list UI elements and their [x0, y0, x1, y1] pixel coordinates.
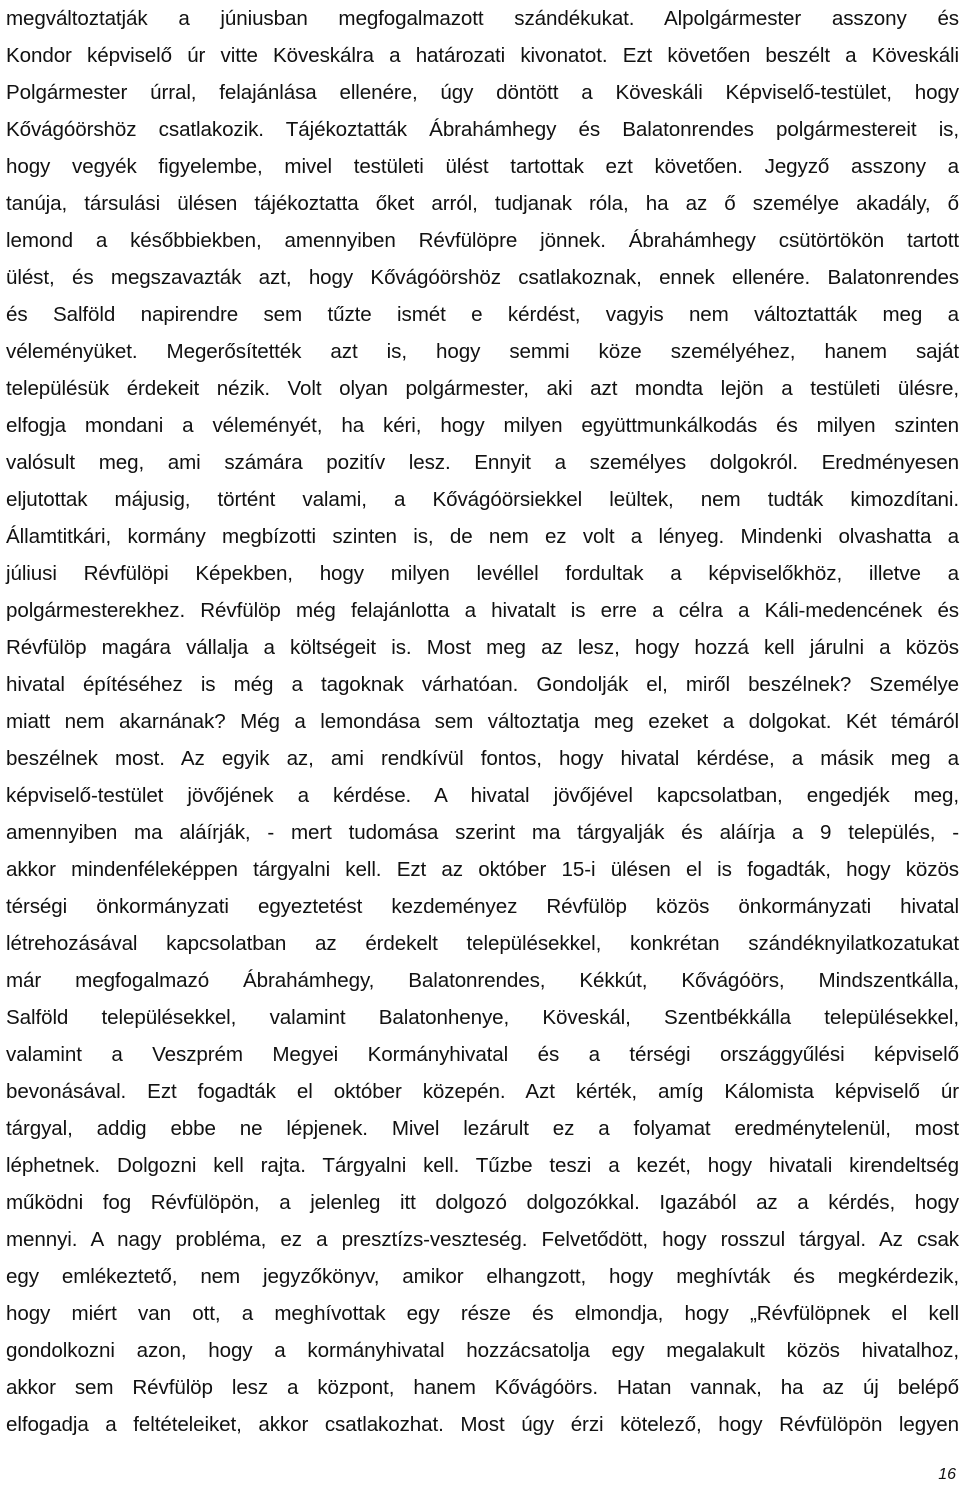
text-line: lemond a későbbiekben, amennyiben Révfülöpre jönnek. Ábrahámhegy csütörtökön tartott: [6, 229, 959, 252]
text-line: amennyiben ma aláírják, - mert tudomása szerint ma tárgyalják és aláírja a 9 település, -: [6, 821, 959, 844]
text-line: léphetnek. Dolgozni kell rajta. Tárgyalni kell. Tűzbe teszi a kezét, hogy hivatali kirendeltség: [6, 1154, 959, 1177]
text-line: elfogja mondani a véleményét, ha kéri, hogy milyen együttmunkálkodás és milyen szinten: [6, 414, 959, 437]
text-line: valósult meg, ami számára pozitív lesz. Ennyit a személyes dolgokról. Eredményesen: [6, 451, 959, 474]
text-line: hogy vegyék figyelembe, mivel testületi ülést tartottak ezt követően. Jegyző asszony a: [6, 155, 959, 178]
text-line: tanúja, társulási ülésen tájékoztatta őket arról, tudjanak róla, ha az ő személye akadály, ő: [6, 192, 959, 215]
text-line: Salföld településekkel, valamint Balatonhenye, Köveskál, Szentbékkálla településekkel,: [6, 1006, 959, 1029]
text-line: polgármesterekhez. Révfülöp még felajánlotta a hivatalt is erre a célra a Káli-medencének és: [6, 599, 959, 622]
text-line: működni fog Révfülöpön, a jelenleg itt dolgozó dolgozókkal. Igazából az a kérdés, hogy: [6, 1191, 959, 1214]
document-page: [6, 0, 959, 1443]
text-line: ülést, és megszavazták azt, hogy Kővágóörshöz csatlakoznak, ennek ellenére. Balatonrendes: [6, 266, 959, 289]
text-line: eljutottak májusig, történt valami, a Kővágóörsiekkel leültek, nem tudták kimozdítani.: [6, 488, 959, 511]
text-line: létrehozásával kapcsolatban az érdekelt településekkel, konkrétan szándéknyilatkozatukat: [6, 932, 959, 955]
text-line: képviselő-testület jövőjének a kérdése. A hivatal jövőjével kapcsolatban, engedjék meg,: [6, 784, 959, 807]
text-line: véleményüket. Megerősítették azt is, hogy semmi köze személyéhez, hanem saját: [6, 340, 959, 363]
text-line: Kondor képviselő úr vitte Köveskálra a határozati kivonatot. Ezt követően beszélt a Köveskáli: [6, 44, 959, 67]
text-line: egy emlékeztető, nem jegyzőkönyv, amikor elhangzott, hogy meghívták és megkérdezik,: [6, 1265, 959, 1288]
text-line: tárgyal, addig ebbe ne lépjenek. Mivel lezárult ez a folyamat eredménytelenül, most: [6, 1117, 959, 1140]
body-paragraph: [6, 0, 959, 1443]
text-line: miatt nem akarnának? Még a lemondása sem változtatja meg ezeket a dolgokat. Két témáról: [6, 710, 959, 733]
text-line: bevonásával. Ezt fogadták el október közepén. Azt kérték, amíg Kálomista képviselő úr: [6, 1080, 959, 1103]
text-line: Kővágóörshöz csatlakozik. Tájékoztatták Ábrahámhegy és Balatonrendes polgármestereit is,: [6, 118, 959, 141]
text-line: valamint a Veszprém Megyei Kormányhivatal és a térségi országgyűlési képviselő: [6, 1043, 959, 1066]
text-line: júliusi Révfülöpi Képekben, hogy milyen levéllel fordultak a képviselőkhöz, illetve a: [6, 562, 959, 585]
text-line: Révfülöp magára vállalja a költségeit is. Most meg az lesz, hogy hozzá kell járulni a közös: [6, 636, 959, 659]
text-line: és Salföld napirendre sem tűzte ismét e kérdést, vagyis nem változtatták meg a: [6, 303, 959, 326]
text-line: Polgármester úrral, felajánlása ellenére, úgy döntött a Köveskáli Képviselő-testület, hogy: [6, 81, 959, 104]
text-line: akkor mindenféleképpen tárgyalni kell. Ezt az október 15-i ülésen el is fogadták, hogy közös: [6, 858, 959, 881]
text-line: beszélnek most. Az egyik az, ami rendkívül fontos, hogy hivatal kérdése, a másik meg a: [6, 747, 959, 770]
text-line: akkor sem Révfülöp lesz a központ, hanem Kővágóörs. Hatan vannak, ha az új belépő: [6, 1376, 959, 1399]
page-number: 16: [938, 1466, 956, 1483]
text-line: hogy miért van ott, a meghívottak egy része és elmondja, hogy „Révfülöpnek el kell: [6, 1302, 959, 1325]
text-line: Államtitkári, kormány megbízotti szinten is, de nem ez volt a lényeg. Mindenki olvashatta a: [6, 525, 959, 548]
text-line: gondolkozni azon, hogy a kormányhivatal hozzácsatolja egy megalakult közös hivatalhoz,: [6, 1339, 959, 1362]
text-line: megváltoztatják a júniusban megfogalmazott szándékukat. Alpolgármester asszony és: [6, 7, 959, 30]
text-line: településük érdekeit nézik. Volt olyan polgármester, aki azt mondta lejön a testületi ülésre,: [6, 377, 959, 400]
text-line: elfogadja a feltételeiket, akkor csatlakozhat. Most úgy érzi kötelező, hogy Révfülöpön legyen: [6, 1413, 959, 1436]
text-line: hivatal építéséhez is még a tagoknak várhatóan. Gondolják el, miről beszélnek? Személye: [6, 673, 959, 696]
text-line: már megfogalmazó Ábrahámhegy, Balatonrendes, Kékkút, Kővágóörs, Mindszentkálla,: [6, 969, 959, 992]
text-line: térségi önkormányzati egyeztetést kezdeményez Révfülöp közös önkormányzati hivatal: [6, 895, 959, 918]
text-line: mennyi. A nagy probléma, ez a presztízs-veszteség. Felvetődött, hogy rosszul tárgyal. Az csak: [6, 1228, 959, 1251]
